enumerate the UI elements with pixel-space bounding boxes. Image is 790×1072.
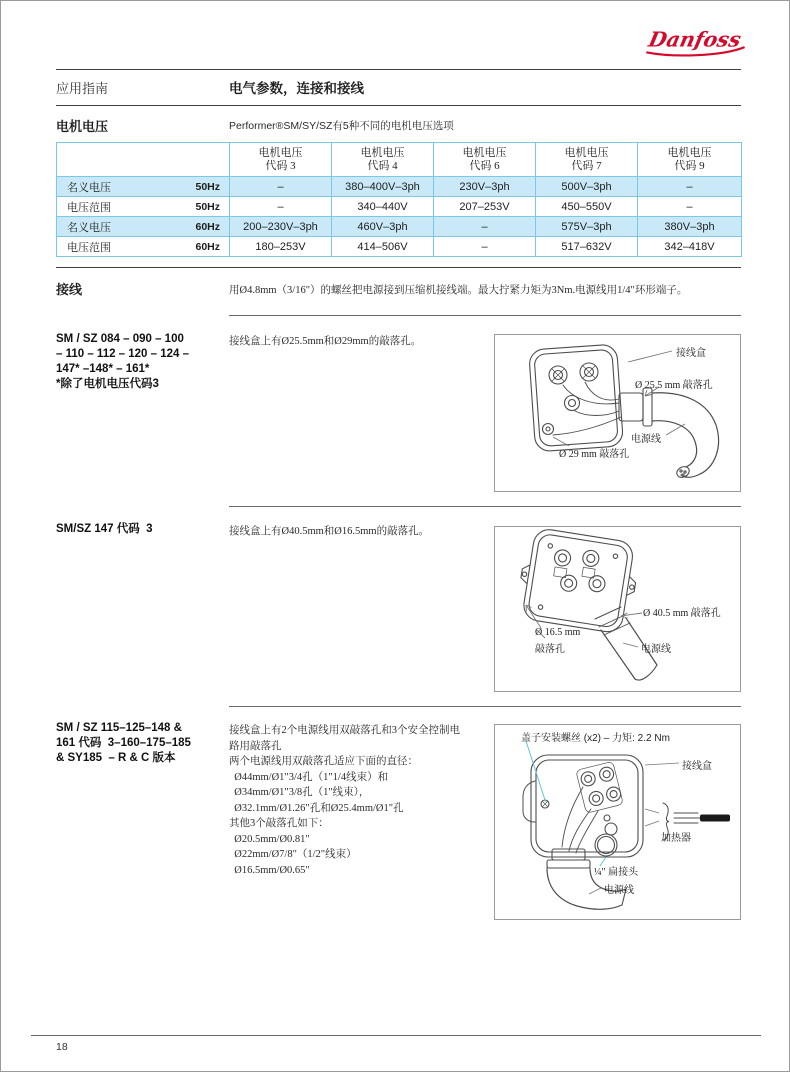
value-cell: 340–440V — [332, 197, 434, 217]
figure-terminal-box-2 — [494, 526, 741, 692]
text-line: – 110 – 112 – 120 – 124 – — [56, 348, 190, 360]
text-line: 接线盒上有2个电源线用双敲落孔和3个安全控制电 — [229, 725, 460, 736]
wiring-divider-3 — [229, 706, 741, 707]
text-line: 147* –148* – 161* — [56, 363, 150, 375]
figure2-knockout-small-label-2: 敲落孔 — [535, 644, 565, 655]
value-cell: 450–550V — [536, 197, 638, 217]
value-cell: – — [230, 177, 332, 197]
text-line: 161 代码 3–160–175–185 — [56, 737, 191, 749]
text-line: Ø34mm/Ø1"3/8孔（1"线束）， — [229, 787, 370, 798]
text-line: 两个电源线用双敲落孔适应下面的直径： — [229, 756, 418, 767]
value-cell: 460V–3ph — [332, 217, 434, 237]
table-row — [57, 237, 742, 257]
row-label-cell: 电压范围 50Hz — [57, 197, 230, 217]
figure3-connector-label: ¼" 扁接头 — [594, 867, 639, 878]
figure3-cover-screw-label: 盖子安装螺丝 (x2) – 力矩: 2.2 Nm — [521, 733, 670, 744]
table-row — [57, 217, 742, 237]
column-header: 电机电压 代码 9 — [638, 143, 742, 177]
value-cell: 414–506V — [332, 237, 434, 257]
wiring-heading: 接线 — [56, 282, 83, 297]
value-cell: 230V–3ph — [434, 177, 536, 197]
danfoss-logo — [639, 23, 749, 61]
value-cell: 500V–3ph — [536, 177, 638, 197]
row-label-cell: 名义电压 50Hz — [57, 177, 230, 197]
text-line: SM / SZ 084 – 090 – 100 — [56, 333, 184, 345]
value-cell: – — [638, 177, 742, 197]
section1-body: 接线盒上有Ø25.5mm和Ø29mm的敲落孔。 — [229, 336, 422, 347]
text-line: 路用敲落孔 — [229, 740, 282, 752]
danfoss-logo-graphic — [639, 23, 749, 61]
value-cell: 207–253V — [434, 197, 536, 217]
empty-corner-cell — [57, 143, 230, 177]
page-number: 18 — [56, 1041, 68, 1053]
text-line: Ø32.1mm/Ø1.26"孔和Ø25.4mm/Ø1"孔 — [229, 802, 404, 814]
motor-voltage-heading: 电机电压 — [56, 119, 109, 134]
motor-voltage-intro: Performer®SM/SY/SZ有5种不同的电机电压选项 — [229, 120, 454, 132]
footer-rule — [31, 1035, 761, 1036]
column-header: 电机电压 代码 6 — [434, 143, 536, 177]
table-row — [57, 177, 742, 197]
header-rule-top — [56, 69, 741, 70]
value-cell: 517–632V — [536, 237, 638, 257]
wiring-divider-2 — [229, 506, 741, 507]
section1-title — [56, 332, 226, 392]
value-cell: 342–418V — [638, 237, 742, 257]
section-divider-full — [56, 267, 741, 268]
figure-terminal-box-1 — [494, 334, 741, 492]
section2-body: 接线盒上有Ø40.5mm和Ø16.5mm的敲落孔。 — [229, 526, 430, 537]
text-line: & SY185 – R & C 版本 — [56, 752, 176, 764]
text-line: *除了电机电压代码3 — [56, 378, 159, 390]
figure1-knockout-small-label: Ø 29 mm 敲落孔 — [559, 449, 630, 460]
text-line: Ø44mm/Ø1"3/4孔（1"1/4线束）和 — [229, 771, 389, 783]
column-header: 电机电压 代码 4 — [332, 143, 434, 177]
voltage-table-head-row — [57, 143, 742, 177]
value-cell: 380V–3ph — [638, 217, 742, 237]
text-line: Ø16.5mm/Ø0.65" — [229, 864, 310, 876]
figure1-cable-label: 电源线 — [631, 434, 661, 445]
text-line: Ø22mm/Ø7/8"（1/2"线束） — [229, 849, 357, 860]
figure2-knockout-large-label: Ø 40.5 mm 敲落孔 — [643, 608, 721, 619]
value-cell: – — [638, 197, 742, 217]
wiring-intro: 用Ø4.8mm（3/16"）的螺丝把电源接到压缩机接线端。最大拧紧力矩为3Nm.电源线用1/4"环形端子。 — [229, 285, 688, 296]
figure3-heater-label: 加热器 — [661, 833, 691, 844]
column-header: 电机电压 代码 3 — [230, 143, 332, 177]
figure1-box-label: 接线盒 — [676, 348, 706, 359]
text-line: Ø20.5mm/Ø0.81" — [229, 833, 310, 845]
page-title: 电气参数，连接和接线 — [229, 81, 364, 96]
value-cell: 575V–3ph — [536, 217, 638, 237]
row-label-cell: 名义电压 60Hz — [57, 217, 230, 237]
section3-body — [229, 723, 487, 878]
figure3-cable-label: 电源线 — [604, 885, 634, 896]
value-cell: 200–230V–3ph — [230, 217, 332, 237]
figure1-knockout-large-label: Ø 25.5 mm 敲落孔 — [635, 380, 713, 391]
wiring-divider-1 — [229, 315, 741, 316]
value-cell: – — [434, 217, 536, 237]
header-rule-bottom — [56, 105, 741, 106]
doc-type-label: 应用指南 — [56, 81, 109, 96]
figure3-box-label: 接线盒 — [682, 761, 712, 772]
value-cell: 180–253V — [230, 237, 332, 257]
value-cell: – — [434, 237, 536, 257]
table-row — [57, 197, 742, 217]
text-line: SM / SZ 115–125–148 & — [56, 722, 182, 734]
text-line: SM/SZ 147 代码 3 — [56, 523, 153, 535]
row-label-cell: 电压范围 60Hz — [57, 237, 230, 257]
column-header: 电机电压 代码 7 — [536, 143, 638, 177]
voltage-table — [56, 142, 742, 257]
value-cell: – — [230, 197, 332, 217]
danfoss-logo-text: Danfoss — [646, 27, 744, 52]
section3-title — [56, 721, 226, 766]
voltage-table-body — [57, 177, 742, 257]
figure2-cable-label: 电源线 — [641, 644, 671, 655]
figure-terminal-box-3 — [494, 724, 741, 920]
voltage-table-wrapper — [56, 142, 742, 257]
text-line: 其他3个敲落孔如下： — [229, 818, 329, 829]
value-cell: 380–400V–3ph — [332, 177, 434, 197]
section2-title — [56, 522, 226, 537]
figure2-knockout-small-label-1: Ø 16.5 mm — [535, 627, 581, 638]
